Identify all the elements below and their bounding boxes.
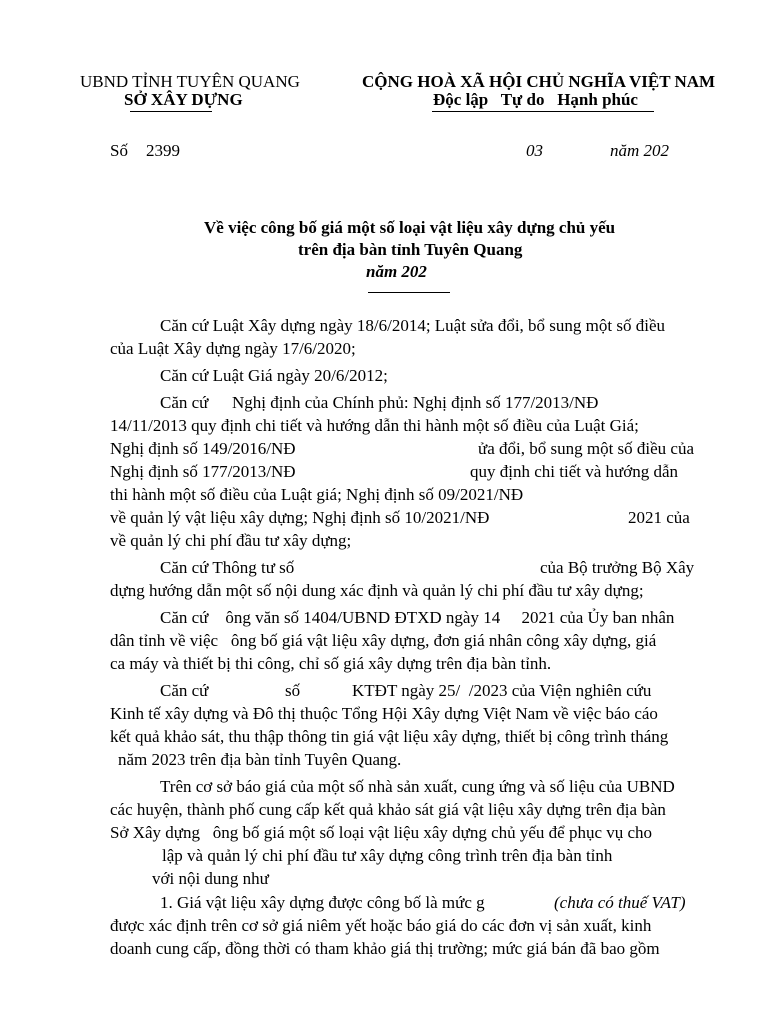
department-name: SỞ XÂY DỰNG [124,90,243,109]
body-line: 14/11/2013 quy định chi tiết và hướng dẫn thi hành một số điều của Luật Giá; [110,416,639,435]
title-line-2: trên địa bàn tỉnh Tuyên Quang [298,240,523,259]
body-line: Nghị định số 177/2013/NĐ [110,462,296,481]
body-line: về quản lý vật liệu xây dựng; Nghị định số 10/2021/NĐ [110,508,490,527]
title-line-1: Về việc công bố giá một số loại vật liệu xây dựng chủ yếu [204,218,616,237]
body-line: ửa đổi, bổ sung một số điều của [478,439,695,458]
body-line: dân tỉnh về việc ông bố giá vật liệu xây dựng, đơn giá nhân công xây dựng, giá [110,631,657,650]
body-line: năm 2023 trên địa bàn tỉnh Tuyên Quang. [118,750,402,769]
document-year: năm 202 [610,141,670,160]
body-line: dựng hướng dẫn một số nội dung xác định và quản lý chi phí đầu tư xây dựng; [110,581,644,600]
body-line: Trên cơ sở báo giá của một số nhà sản xuất, cung ứng và số liệu của UBND [160,777,675,796]
body-line: Nghị định của Chính phủ: Nghị định số 177/2013/NĐ [232,393,599,412]
body-line: Căn cứ [160,681,209,700]
body-line: Kinh tế xây dựng và Đô thị thuộc Tổng Hội Xây dựng Việt Nam về việc báo cáo [110,704,658,723]
body-line: về quản lý chi phí đầu tư xây dựng; [110,531,352,550]
document-number: 2399 [146,141,180,160]
body-line: Căn cứ ông văn số 1404/UBND ĐTXD ngày 14 2021 của Ủy ban nhân [160,608,675,627]
body-line: ca máy và thiết bị thi công, chỉ số giá xây dựng trên địa bàn tỉnh. [110,654,552,673]
country-name: CỘNG HOÀ XÃ HỘI CHỦ NGHĨA VIỆT NAM [362,72,716,91]
document-number-label: Số [110,141,128,160]
body-line: Căn cứ Thông tư số [160,558,295,577]
body-line: Căn cứ Luật Giá ngày 20/6/2012; [160,366,388,385]
body-line: Căn cứ Luật Xây dựng ngày 18/6/2014; Luật sửa đổi, bổ sung một số điều [160,316,665,335]
body-line: 2021 của [628,508,690,527]
body-line: lập và quản lý chi phí đầu tư xây dựng công trình trên địa bàn tỉnh [162,846,613,865]
body-line: của Luật Xây dựng ngày 17/6/2020; [110,339,356,358]
title-line-3: năm 202 [366,262,427,281]
body-line: Sở Xây dựng ông bố giá một số loại vật liệu xây dựng chủ yếu để phục vụ cho [110,823,653,842]
body-line: KTĐT ngày 25/ /2023 của Viện nghiên cứu [352,681,652,700]
body-line: các huyện, thành phố cung cấp kết quả khảo sát giá vật liệu xây dựng trên địa bàn [110,800,666,819]
agency-name: UBND TỈNH TUYÊN QUANG [80,72,300,91]
motto: Độc lập Tự do Hạnh phúc [433,90,638,109]
body-line: được xác định trên cơ sở giá niêm yết hoặc báo giá do các đơn vị sản xuất, kinh [110,916,652,935]
body-line: với nội dung như [152,869,269,888]
body-line: thi hành một số điều của Luật giá; Nghị định số 09/2021/NĐ [110,485,524,504]
motto-underline [432,111,654,112]
body-line: Nghị định số 149/2016/NĐ [110,439,296,458]
body-line: Căn cứ [160,393,209,412]
body-line: số [285,681,301,700]
body-line: kết quả khảo sát, thu thập thông tin giá vật liệu xây dựng, thiết bị công trình tháng [110,727,669,746]
title-underline [368,292,450,293]
vat-note: (chưa có thuế VAT) [554,893,686,912]
body-line: 1. Giá vật liệu xây dựng được công bố là mức g [160,893,485,912]
body-line: doanh cung cấp, đồng thời có tham khảo giá thị trường; mức giá bán đã bao gồm [110,939,660,958]
body-line: của Bộ trưởng Bộ Xây [540,558,695,577]
body-line: quy định chi tiết và hướng dẫn [470,462,679,481]
document-month: 03 [526,141,543,160]
department-underline [130,111,212,112]
